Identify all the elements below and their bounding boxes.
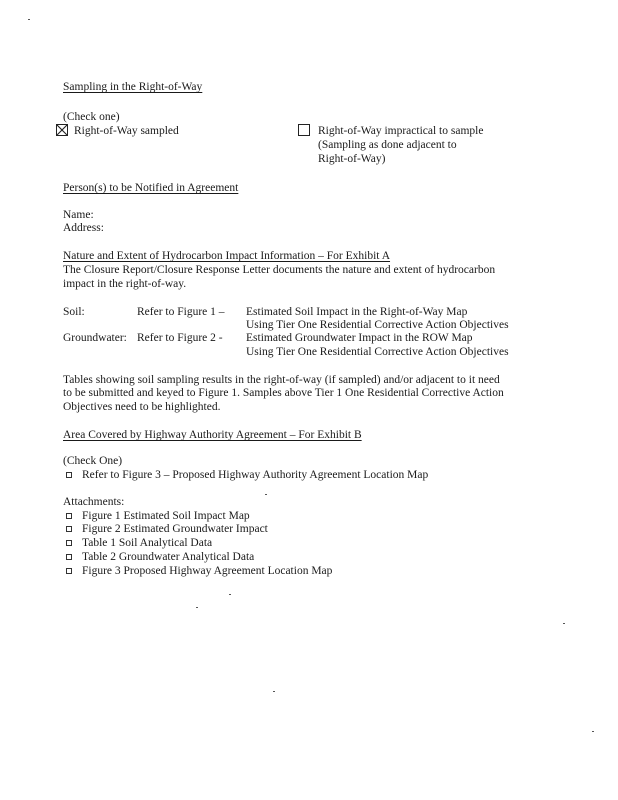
nature-para-line2: impact in the right-of-way. xyxy=(63,278,187,290)
attachment-item[interactable] xyxy=(66,536,212,550)
scan-speck xyxy=(273,691,275,692)
scan-speck xyxy=(265,494,267,495)
row-sampled-label: Right-of-Way sampled xyxy=(74,125,179,137)
attachment-checkbox[interactable] xyxy=(66,554,72,560)
persons-heading: Person(s) to be Notified in Agreement xyxy=(63,182,239,194)
attachment-label: Figure 1 Estimated Soil Impact Map xyxy=(82,510,250,522)
attachment-label: Figure 2 Estimated Groundwater Impact xyxy=(82,523,268,535)
attachment-label: Figure 3 Proposed Highway Agreement Location Map xyxy=(82,565,333,577)
area-check-label: (Check One) xyxy=(63,455,123,467)
attachment-item[interactable] xyxy=(66,509,250,523)
attachment-item[interactable] xyxy=(66,522,268,536)
row-sampled-checkbox[interactable] xyxy=(56,124,68,136)
name-label: Name: xyxy=(63,209,94,221)
attachment-checkbox[interactable] xyxy=(66,526,72,532)
groundwater-ref: Refer to Figure 2 - xyxy=(137,332,223,344)
attachment-checkbox[interactable] xyxy=(66,513,72,519)
attachments-heading: Attachments: xyxy=(63,496,125,508)
attachment-item[interactable] xyxy=(66,550,254,564)
attachment-item[interactable] xyxy=(66,564,332,578)
tables-para-line3: Objectives need to be highlighted. xyxy=(63,401,221,413)
area-item-checkbox[interactable] xyxy=(66,472,72,478)
attachment-label: Table 1 Soil Analytical Data xyxy=(82,537,213,549)
attachment-checkbox[interactable] xyxy=(66,568,72,574)
area-item-label: Refer to Figure 3 – Proposed Highway Authority Agreement Location Map xyxy=(82,469,429,481)
sampling-check-label: (Check one) xyxy=(63,111,120,123)
scan-speck xyxy=(592,731,594,732)
row-impractical-checkbox[interactable] xyxy=(298,124,310,136)
area-heading: Area Covered by Highway Authority Agreement – For Exhibit B xyxy=(63,429,362,441)
scan-speck xyxy=(229,594,231,595)
soil-desc-line1: Estimated Soil Impact in the Right-of-Way Map xyxy=(246,306,468,318)
soil-desc-line2: Using Tier One Residential Corrective Action Objectives xyxy=(246,319,509,331)
scan-speck xyxy=(563,623,565,624)
groundwater-desc-line1: Estimated Groundwater Impact in the ROW Map xyxy=(246,332,473,344)
nature-heading: Nature and Extent of Hydrocarbon Impact Information – For Exhibit A xyxy=(63,250,391,262)
scan-speck xyxy=(28,19,30,20)
checkmark-x-icon xyxy=(57,125,67,135)
scan-speck xyxy=(196,607,198,608)
groundwater-desc-line2: Using Tier One Residential Corrective Action Objectives xyxy=(246,346,509,358)
soil-label: Soil: xyxy=(63,306,85,318)
tables-para-line2: to be submitted and keyed to Figure 1. Samples above Tier 1 One Residential Corrective Action xyxy=(63,387,504,399)
area-item[interactable] xyxy=(66,468,428,482)
groundwater-label: Groundwater: xyxy=(63,332,127,344)
tables-para-line1: Tables showing soil sampling results in the right-of-way (if sampled) and/or adjacent to it need xyxy=(63,374,500,386)
row-impractical-label-line2: (Sampling as done adjacent to xyxy=(318,139,457,151)
nature-para-line1: The Closure Report/Closure Response Letter documents the nature and extent of hydrocarbon xyxy=(63,264,496,276)
attachment-checkbox[interactable] xyxy=(66,540,72,546)
row-impractical-label-line3: Right-of-Way) xyxy=(318,153,386,165)
address-label: Address: xyxy=(63,222,104,234)
attachment-label: Table 2 Groundwater Analytical Data xyxy=(82,551,255,563)
sampling-heading: Sampling in the Right-of-Way xyxy=(63,81,203,93)
row-impractical-label-line1: Right-of-Way impractical to sample xyxy=(318,125,484,137)
soil-ref: Refer to Figure 1 – xyxy=(137,306,225,318)
